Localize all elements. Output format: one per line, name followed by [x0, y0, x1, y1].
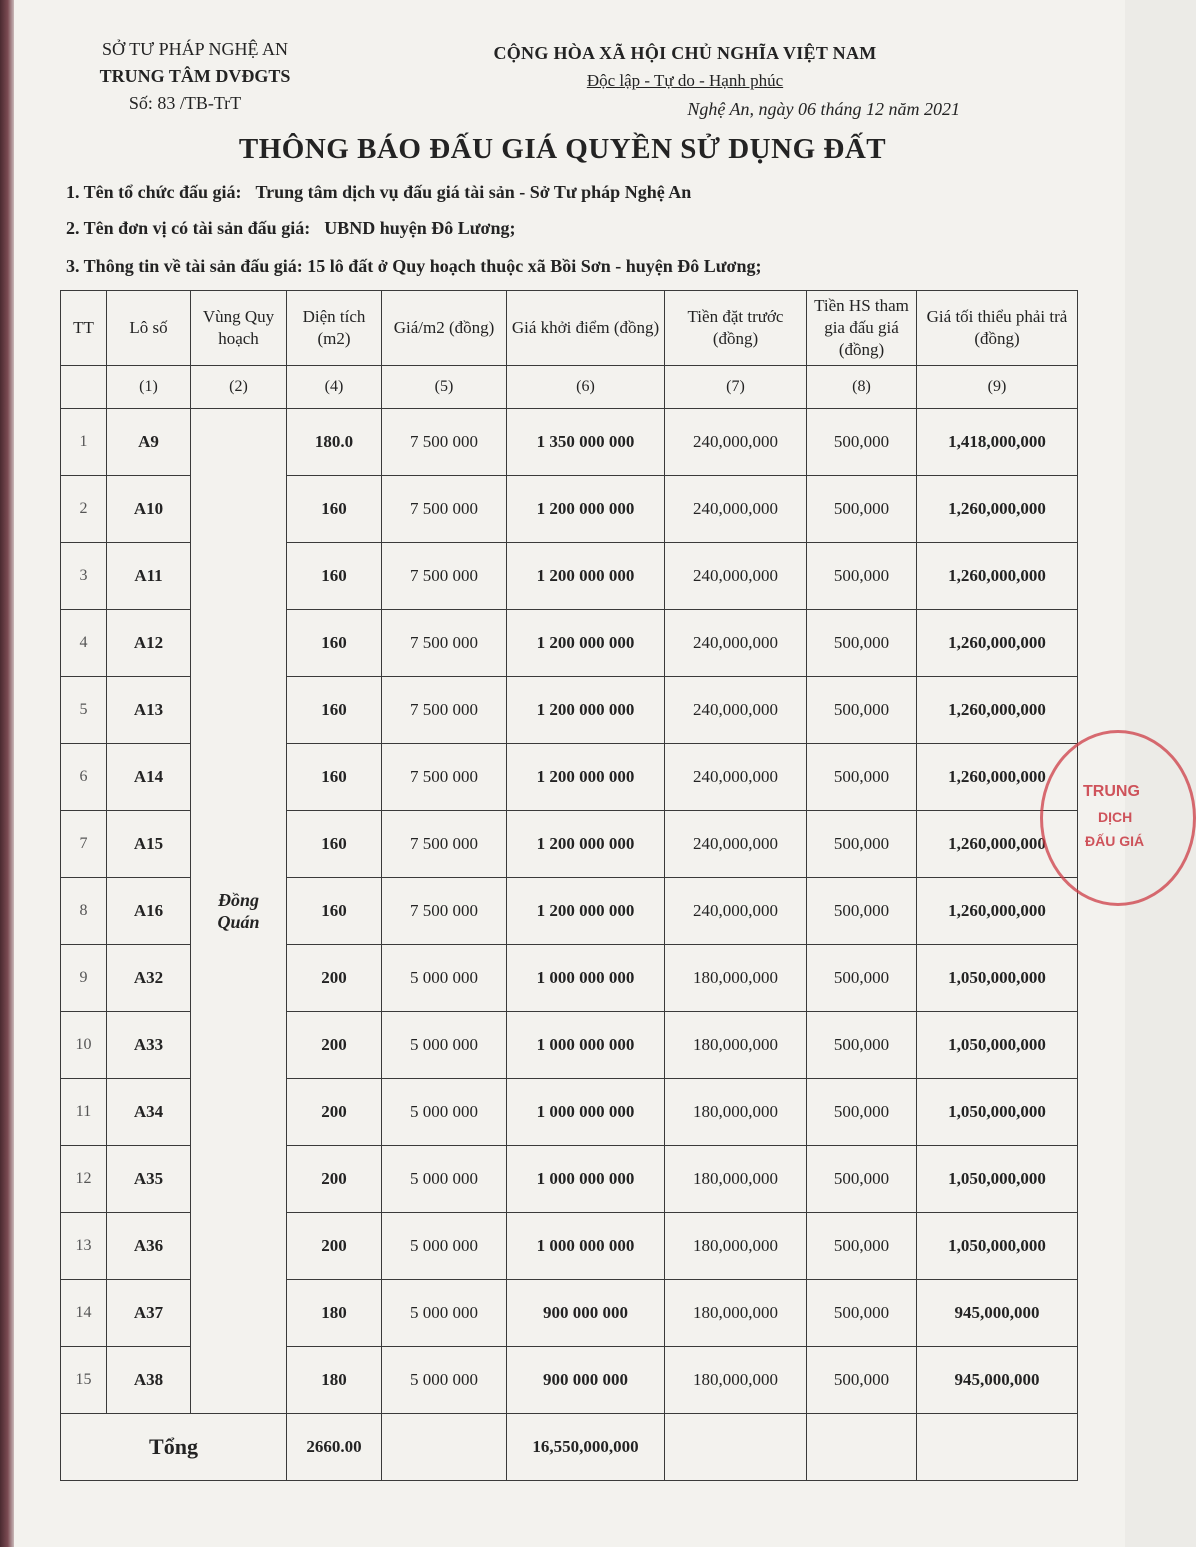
fee-cell: 500,000: [807, 744, 917, 811]
deposit-cell: 180,000,000: [665, 1012, 807, 1079]
header-cell: Giá/m2 (đồng): [382, 291, 507, 366]
issuer-org: TRUNG TÂM DVĐGTS: [99, 66, 291, 86]
deposit-cell: 240,000,000: [665, 610, 807, 677]
row-number-cell: 5: [61, 677, 107, 744]
row-number-cell: 11: [61, 1079, 107, 1146]
national-motto: Độc lập - Tự do - Hạnh phúc: [586, 71, 784, 90]
starting-price-cell: 900 000 000: [507, 1280, 665, 1347]
total-area: 2660.00: [287, 1414, 382, 1481]
zone-cell: Đồng Quán: [191, 409, 287, 1414]
price-per-m2-cell: 7 500 000: [382, 744, 507, 811]
stamp-text: ĐẤU GIÁ: [1085, 833, 1145, 849]
starting-price-cell: 1 000 000 000: [507, 1012, 665, 1079]
price-per-m2-cell: 5 000 000: [382, 1347, 507, 1414]
minimum-price-cell: 945,000,000: [917, 1280, 1078, 1347]
header-cell: Lô số: [107, 291, 191, 366]
total-row: [61, 1414, 1078, 1481]
starting-price-cell: 900 000 000: [507, 1347, 665, 1414]
index-cell: (2): [191, 366, 287, 409]
starting-price-cell: 1 200 000 000: [507, 811, 665, 878]
row-number-cell: 7: [61, 811, 107, 878]
minimum-price-cell: 945,000,000: [917, 1347, 1078, 1414]
area-cell: 200: [287, 1213, 382, 1280]
fee-cell: 500,000: [807, 1079, 917, 1146]
country-name: CỘNG HÒA XÃ HỘI CHỦ NGHĨA VIỆT NAM: [493, 43, 877, 63]
area-cell: 160: [287, 744, 382, 811]
index-cell: (8): [807, 366, 917, 409]
fee-cell: 500,000: [807, 1280, 917, 1347]
row-number-cell: 10: [61, 1012, 107, 1079]
price-per-m2-cell: 7 500 000: [382, 811, 507, 878]
total-starting-price: 16,550,000,000: [507, 1414, 665, 1481]
row-number-cell: 1: [61, 409, 107, 476]
row-number-cell: 3: [61, 543, 107, 610]
deposit-cell: 180,000,000: [665, 1347, 807, 1414]
fee-cell: 500,000: [807, 1213, 917, 1280]
index-cell: (4): [287, 366, 382, 409]
minimum-price-cell: 1,260,000,000: [917, 543, 1078, 610]
deposit-cell: 240,000,000: [665, 677, 807, 744]
issuer-block: [60, 36, 330, 117]
fee-cell: 500,000: [807, 677, 917, 744]
deposit-cell: 240,000,000: [665, 476, 807, 543]
price-per-m2-cell: 5 000 000: [382, 1079, 507, 1146]
lot-cell: A14: [107, 744, 191, 811]
starting-price-cell: 1 200 000 000: [507, 744, 665, 811]
row-number-cell: 4: [61, 610, 107, 677]
lot-cell: A33: [107, 1012, 191, 1079]
deposit-cell: 180,000,000: [665, 1146, 807, 1213]
price-per-m2-cell: 7 500 000: [382, 543, 507, 610]
header-cell: Diện tích (m2): [287, 291, 382, 366]
deposit-cell: 180,000,000: [665, 1213, 807, 1280]
binding-edge: [0, 0, 14, 1547]
header-cell: Giá khởi điểm (đồng): [507, 291, 665, 366]
minimum-price-cell: 1,050,000,000: [917, 1012, 1078, 1079]
lot-cell: A38: [107, 1347, 191, 1414]
area-cell: 160: [287, 811, 382, 878]
table-body: [61, 366, 1078, 1481]
lot-cell: A15: [107, 811, 191, 878]
price-per-m2-cell: 7 500 000: [382, 610, 507, 677]
empty-cell: [382, 1414, 507, 1481]
lot-cell: A16: [107, 878, 191, 945]
starting-price-cell: 1 200 000 000: [507, 476, 665, 543]
lot-cell: A36: [107, 1213, 191, 1280]
page-title: THÔNG BÁO ĐẤU GIÁ QUYỀN SỬ DỤNG ĐẤT: [238, 133, 887, 165]
deposit-cell: 180,000,000: [665, 1079, 807, 1146]
area-cell: 160: [287, 610, 382, 677]
red-seal-stamp: [1040, 730, 1196, 906]
fee-cell: 500,000: [807, 1347, 917, 1414]
empty-cell: [665, 1414, 807, 1481]
fee-cell: 500,000: [807, 610, 917, 677]
info-line-2: [66, 218, 516, 239]
document-date: Nghệ An, ngày 06 tháng 12 năm 2021: [687, 99, 960, 119]
row-number-cell: 8: [61, 878, 107, 945]
total-label: Tổng: [61, 1414, 287, 1481]
price-per-m2-cell: 7 500 000: [382, 409, 507, 476]
area-cell: 160: [287, 476, 382, 543]
lot-cell: A37: [107, 1280, 191, 1347]
row-number-cell: 2: [61, 476, 107, 543]
area-cell: 200: [287, 945, 382, 1012]
stamp-text: DỊCH: [1098, 809, 1133, 825]
area-cell: 200: [287, 1079, 382, 1146]
starting-price-cell: 1 000 000 000: [507, 1146, 665, 1213]
lot-cell: A34: [107, 1079, 191, 1146]
minimum-price-cell: 1,260,000,000: [917, 677, 1078, 744]
minimum-price-cell: 1,050,000,000: [917, 1079, 1078, 1146]
minimum-price-cell: 1,260,000,000: [917, 476, 1078, 543]
lot-cell: A12: [107, 610, 191, 677]
index-cell: (5): [382, 366, 507, 409]
fee-cell: 500,000: [807, 409, 917, 476]
header-cell: Tiền đặt trước (đồng): [665, 291, 807, 366]
price-per-m2-cell: 7 500 000: [382, 476, 507, 543]
area-cell: 180: [287, 1347, 382, 1414]
row-number-cell: 6: [61, 744, 107, 811]
header-cell: Giá tối thiểu phải trả (đồng): [917, 291, 1078, 366]
auction-table: [60, 290, 1078, 1481]
minimum-price-cell: 1,260,000,000: [917, 744, 1078, 811]
lot-cell: A11: [107, 543, 191, 610]
index-cell: (7): [665, 366, 807, 409]
info-value-2: UBND huyện Đô Lương;: [324, 218, 516, 238]
row-number-cell: 9: [61, 945, 107, 1012]
deposit-cell: 240,000,000: [665, 811, 807, 878]
column-index-row: [61, 366, 1078, 409]
empty-cell: [807, 1414, 917, 1481]
price-per-m2-cell: 5 000 000: [382, 1012, 507, 1079]
lot-cell: A10: [107, 476, 191, 543]
fee-cell: 500,000: [807, 945, 917, 1012]
index-cell: (9): [917, 366, 1078, 409]
area-cell: 160: [287, 878, 382, 945]
area-cell: 180.0: [287, 409, 382, 476]
area-cell: 160: [287, 543, 382, 610]
issuer-parent: SỞ TƯ PHÁP NGHỆ AN: [102, 39, 288, 59]
header-cell: Tiền HS tham gia đấu giá (đồng): [807, 291, 917, 366]
starting-price-cell: 1 000 000 000: [507, 1079, 665, 1146]
price-per-m2-cell: 5 000 000: [382, 1213, 507, 1280]
deposit-cell: 240,000,000: [665, 744, 807, 811]
minimum-price-cell: 1,050,000,000: [917, 1146, 1078, 1213]
deposit-cell: 240,000,000: [665, 543, 807, 610]
row-number-cell: 13: [61, 1213, 107, 1280]
deposit-cell: 180,000,000: [665, 1280, 807, 1347]
deposit-cell: 240,000,000: [665, 409, 807, 476]
document-number: Số: 83 /TB-TrT: [128, 93, 242, 113]
lot-cell: A9: [107, 409, 191, 476]
table-row: [61, 409, 1078, 476]
info-label-1: 1. Tên tổ chức đấu giá:: [66, 182, 242, 202]
fee-cell: 500,000: [807, 1012, 917, 1079]
starting-price-cell: 1 000 000 000: [507, 945, 665, 1012]
national-header: [470, 40, 900, 94]
info-line-3: 3. Thông tin về tài sản đấu giá: 15 lô đất ở Quy hoạch thuộc xã Bồi Sơn - huyện Đô Lương;: [66, 256, 762, 276]
info-value-1: Trung tâm dịch vụ đấu giá tài sản - Sở Tư pháp Nghệ An: [255, 182, 692, 202]
deposit-cell: 180,000,000: [665, 945, 807, 1012]
starting-price-cell: 1 200 000 000: [507, 610, 665, 677]
fee-cell: 500,000: [807, 811, 917, 878]
stamp-text: TRUNG: [1083, 783, 1140, 800]
area-cell: 200: [287, 1146, 382, 1213]
price-per-m2-cell: 7 500 000: [382, 878, 507, 945]
price-per-m2-cell: 7 500 000: [382, 677, 507, 744]
area-cell: 160: [287, 677, 382, 744]
index-cell: [61, 366, 107, 409]
price-per-m2-cell: 5 000 000: [382, 945, 507, 1012]
starting-price-cell: 1 350 000 000: [507, 409, 665, 476]
price-per-m2-cell: 5 000 000: [382, 1280, 507, 1347]
row-number-cell: 15: [61, 1347, 107, 1414]
price-per-m2-cell: 5 000 000: [382, 1146, 507, 1213]
fee-cell: 500,000: [807, 878, 917, 945]
info-line-1: [66, 182, 691, 203]
minimum-price-cell: 1,418,000,000: [917, 409, 1078, 476]
table-header-row: [61, 291, 1078, 366]
starting-price-cell: 1 000 000 000: [507, 1213, 665, 1280]
index-cell: (1): [107, 366, 191, 409]
row-number-cell: 14: [61, 1280, 107, 1347]
lot-cell: A13: [107, 677, 191, 744]
starting-price-cell: 1 200 000 000: [507, 543, 665, 610]
starting-price-cell: 1 200 000 000: [507, 677, 665, 744]
minimum-price-cell: 1,050,000,000: [917, 1213, 1078, 1280]
area-cell: 200: [287, 1012, 382, 1079]
fee-cell: 500,000: [807, 543, 917, 610]
deposit-cell: 240,000,000: [665, 878, 807, 945]
lot-cell: A35: [107, 1146, 191, 1213]
minimum-price-cell: 1,260,000,000: [917, 878, 1078, 945]
header-cell: TT: [61, 291, 107, 366]
starting-price-cell: 1 200 000 000: [507, 878, 665, 945]
minimum-price-cell: 1,050,000,000: [917, 945, 1078, 1012]
minimum-price-cell: 1,260,000,000: [917, 610, 1078, 677]
info-label-2: 2. Tên đơn vị có tài sản đấu giá:: [66, 218, 311, 238]
minimum-price-cell: 1,260,000,000: [917, 811, 1078, 878]
lot-cell: A32: [107, 945, 191, 1012]
row-number-cell: 12: [61, 1146, 107, 1213]
fee-cell: 500,000: [807, 1146, 917, 1213]
fee-cell: 500,000: [807, 476, 917, 543]
index-cell: (6): [507, 366, 665, 409]
header-cell: Vùng Quy hoạch: [191, 291, 287, 366]
empty-cell: [917, 1414, 1078, 1481]
area-cell: 180: [287, 1280, 382, 1347]
